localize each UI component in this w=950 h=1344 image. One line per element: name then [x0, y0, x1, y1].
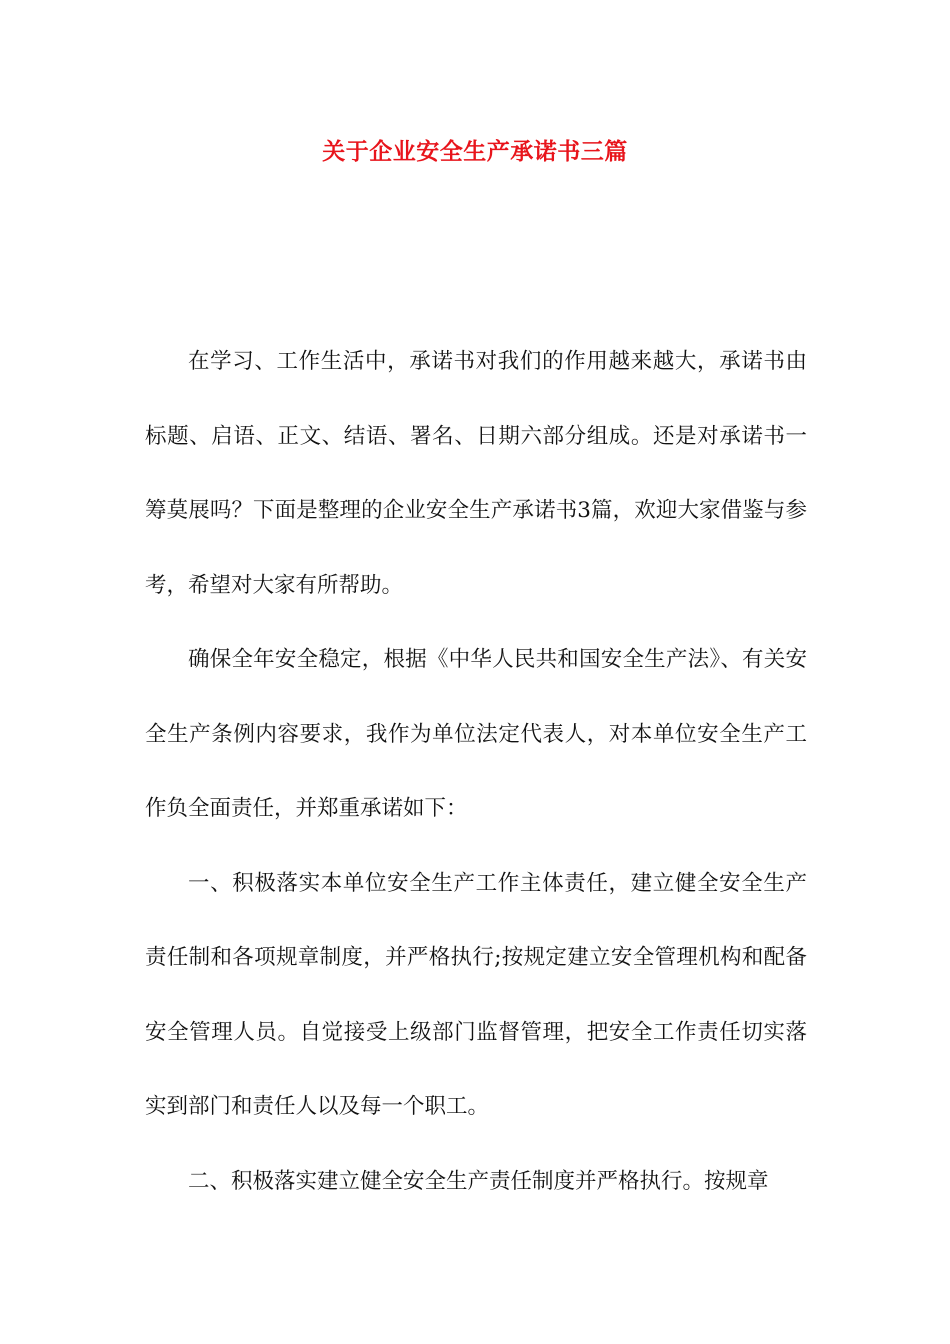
- paragraph-intro: 在学习、工作生活中，承诺书对我们的作用越来越大，承诺书由标题、启语、正文、结语、署名、日期六部分组成。还是对承诺书一筹莫展吗？下面是整理的企业安全生产承诺书3篇，欢迎大家借鉴与参考，希望对大家有所帮助。: [145, 349, 807, 598]
- paragraph-commitment-preamble: 确保全年安全稳定，根据《中华人民共和国安全生产法》、有关安全生产条例内容要求，我作为单位法定代表人，对本单位安全生产工作负全面责任，并郑重承诺如下：: [145, 647, 807, 821]
- paragraph-item-1: 一、积极落实本单位安全生产工作主体责任，建立健全安全生产责任制和各项规章制度，并严格执行;按规定建立安全管理机构和配备安全管理人员。自觉接受上级部门监督管理，把安全工作责任切实落实到部门和责任人以及每一个职工。: [145, 870, 807, 1119]
- paragraph-item-2: 二、积极落实建立健全安全生产责任制度并严格执行。按规章: [188, 1168, 769, 1194]
- document-title: 关于企业安全生产承诺书三篇: [322, 139, 628, 165]
- document-body: [145, 325, 807, 1219]
